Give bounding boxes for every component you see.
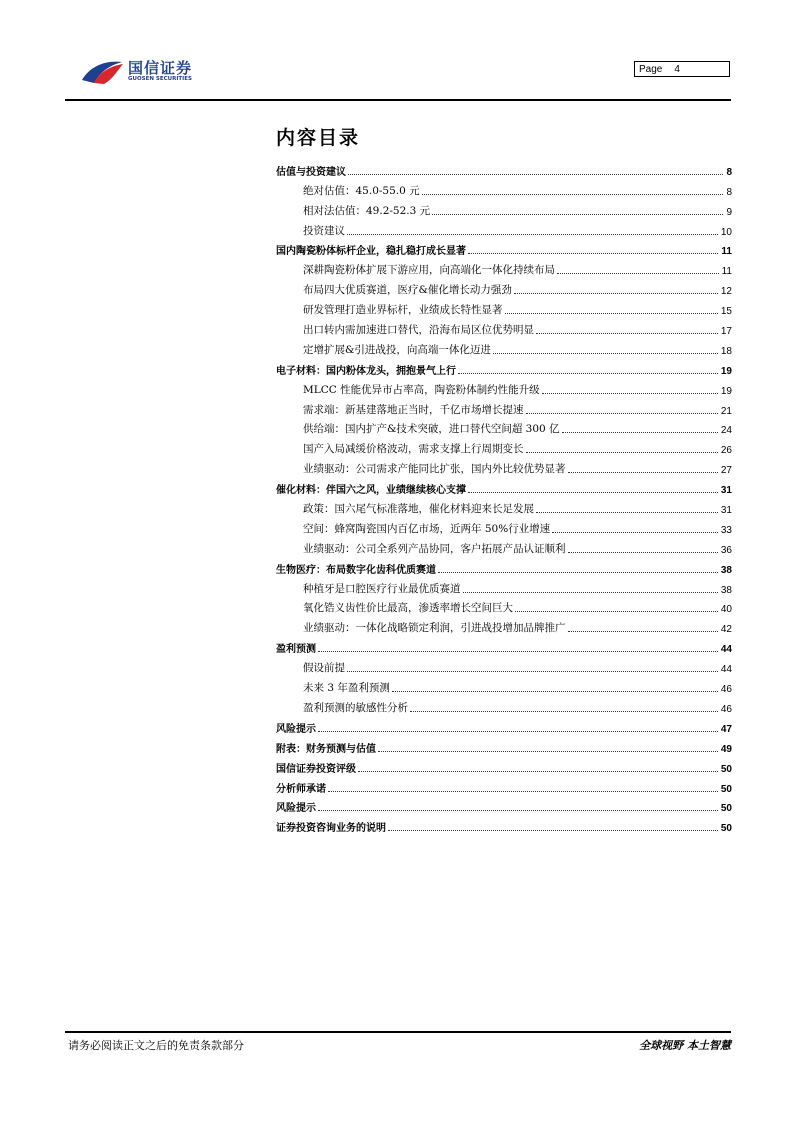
page-number: 4 [674,64,680,75]
toc-entry-text: 政策：国六尾气标准落地，催化材料迎来长足发展 [303,503,534,516]
toc-entry-subsection[interactable] [276,436,732,456]
logo-english-name: GUOSEN SECURITIES [128,76,192,82]
toc-leader-dots [526,452,718,453]
toc-entry-page: 15 [720,306,732,318]
page-indicator [634,61,730,77]
toc-entry-text: 催化材料：伴国六之风，业绩继续核心支撑 [276,485,466,497]
toc-entry-text: 深耕陶瓷粉体扩展下游应用，向高端化一体化持续布局 [303,264,555,277]
toc-leader-dots [526,413,718,414]
footer-disclaimer: 请务必阅读正文之后的免责条款部分 [68,1039,244,1052]
toc-entry-section[interactable] [276,735,732,755]
toc-entry-page: 33 [720,524,732,536]
toc-entry-subsection[interactable] [276,496,732,516]
toc-leader-dots [410,711,718,712]
guosen-logo [80,56,210,86]
toc-entry-section[interactable] [276,795,732,815]
toc-entry-page: 24 [720,425,732,437]
toc-leader-dots [493,353,718,354]
toc-leader-dots [536,333,718,334]
toc-entry-page: 38 [720,584,732,596]
toc-entry-section[interactable] [276,814,732,834]
toc-entry-page: 11 [721,246,732,258]
toc-entry-page: 11 [721,266,732,278]
toc-entry-text: 空间：蜂窝陶瓷国内百亿市场，近两年 50%行业增速 [303,522,551,535]
toc-leader-dots [542,393,718,394]
toc-entry-page: 50 [720,803,732,815]
logo-chinese-name: 国信证券 [128,59,193,77]
toc-leader-dots [568,631,718,632]
toc-entry-text: 供给端：国内扩产&技术突破，进口替代空间超 300 亿 [303,423,560,436]
toc-entry-page: 46 [720,684,732,696]
toc-entry-text: 电子材料：国内粉体龙头，拥抱景气上行 [276,365,456,377]
toc-entry-subsection[interactable] [276,456,732,476]
toc-entry-page: 27 [720,465,732,477]
toc-leader-dots [562,432,718,433]
toc-entry-section[interactable] [276,556,732,576]
toc-entry-text: 研发管理打造业界标杆，业绩成长特性显著 [303,304,503,317]
toc-entry-subsection[interactable] [276,576,732,596]
toc-entry-text: 国信证券投资评级 [276,763,356,775]
toc-leader-dots [388,830,718,831]
toc-entry-section[interactable] [276,476,732,496]
toc-entry-section[interactable] [276,357,732,377]
toc-leader-dots [463,592,718,593]
toc-entry-subsection[interactable] [276,178,732,198]
toc-leader-dots [347,671,718,672]
toc-entry-page: 50 [720,823,732,835]
toc-leader-dots [318,810,718,811]
toc-entry-text: 绝对估值：45.0-55.0 元 [303,184,420,197]
toc-entry-section[interactable] [276,755,732,775]
toc-entry-text: 风险提示 [276,723,316,735]
toc-entry-page: 38 [720,564,732,576]
toc-leader-dots [347,234,718,235]
toc-entry-section[interactable] [276,238,732,258]
toc-leader-dots [468,253,718,254]
toc-entry-subsection[interactable] [276,695,732,715]
toc-entry-text: 布局四大优质赛道，医疗&催化增长动力强劲 [303,284,512,297]
toc-entry-page: 12 [720,286,732,298]
toc-entry-text: 种植牙是口腔医疗行业最优质赛道 [303,582,461,595]
toc-entry-page: 42 [720,624,732,636]
toc-leader-dots [552,532,718,533]
footer-rule [65,1031,731,1033]
toc-entry-subsection[interactable] [276,516,732,536]
toc-entry-subsection[interactable] [276,655,732,675]
toc-entry-page: 47 [720,723,732,735]
toc-leader-dots [438,572,718,573]
toc-leader-dots [422,194,724,195]
page-label: Page [639,64,663,75]
toc-leader-dots [392,691,718,692]
toc-entry-text: 定增扩展&引进战投，向高端一体化迈进 [303,343,491,356]
toc-entry-section[interactable] [276,635,732,655]
toc-entry-text: 分析师承诺 [276,783,326,795]
toc-entry-subsection[interactable] [276,377,732,397]
toc-entry-page: 26 [720,445,732,457]
toc-entry-page: 49 [720,743,732,755]
toc-entry-page: 10 [720,226,732,238]
toc-entry-text: 假设前提 [303,662,345,675]
toc-leader-dots [568,552,718,553]
toc-entry-subsection[interactable] [276,257,732,277]
toc-entry-page: 46 [720,703,732,715]
toc-entry-page: 50 [720,763,732,775]
toc-entry-text: 盈利预测的敏感性分析 [303,701,408,714]
toc-title: 内容目录 [276,127,361,149]
toc-entry-text: 国产入局减缓价格波动，需求支撑上行周期变长 [303,443,524,456]
toc-entry-text: 投资建议 [303,224,345,237]
toc-entry-subsection[interactable] [276,536,732,556]
toc-leader-dots [328,791,718,792]
toc-entry-subsection[interactable] [276,277,732,297]
toc-entry-section[interactable] [276,715,732,735]
toc-entry-text: 证券投资咨询业务的说明 [276,823,386,835]
toc-entry-text: 风险提示 [276,803,316,815]
toc-entry-text: 国内陶瓷粉体标杆企业，稳扎稳打成长显著 [276,246,466,258]
toc-entry-page: 8 [726,166,732,178]
toc-entry-subsection[interactable] [276,417,732,437]
toc-entry-section[interactable] [276,158,732,178]
toc-leader-dots [358,771,718,772]
toc-entry-page: 50 [720,783,732,795]
toc-leader-dots [536,512,718,513]
toc-entry-section[interactable] [276,775,732,795]
toc-entry-text: 业绩驱动：公司需求产能同比扩张，国内外比较优势显著 [303,463,566,476]
toc-entry-subsection[interactable] [276,198,732,218]
header-rule [65,99,731,101]
toc-entry-text: 估值与投资建议 [276,166,346,178]
toc-leader-dots [458,373,718,374]
toc-entry-subsection[interactable] [276,297,732,317]
toc-entry-text: 相对法估值：49.2-52.3 元 [303,204,431,217]
toc-leader-dots [432,214,723,215]
toc-entry-text: 氧化锆义齿性价比最高，渗透率增长空间巨大 [303,602,513,615]
guosen-logo-mark [80,56,124,86]
toc-entry-page: 9 [726,206,732,218]
toc-leader-dots [505,313,718,314]
toc-entry-subsection[interactable] [276,317,732,337]
toc-entry-subsection[interactable] [276,218,732,238]
toc-leader-dots [318,651,718,652]
toc-leader-dots [568,472,718,473]
toc-entry-text: 出口转内需加速进口替代，沿海布局区位优势明显 [303,324,534,337]
toc-entry-page: 19 [720,365,732,377]
toc-entry-page: 36 [720,544,732,556]
toc-entry-text: 盈利预测 [276,644,316,656]
toc-entry-page: 44 [720,664,732,676]
toc-entry-text: 需求端：新基建落地正当时，千亿市场增长提速 [303,403,524,416]
toc-leader-dots [378,751,718,752]
toc-entry-text: 业绩驱动：一体化战略锁定利润，引进战投增加品牌推广 [303,622,566,635]
toc-entry-subsection[interactable] [276,615,732,635]
toc-entry-subsection[interactable] [276,397,732,417]
toc-entry-text: 生物医疗：布局数字化齿科优质赛道 [276,564,436,576]
toc-entry-page: 31 [720,505,732,517]
toc-leader-dots [514,293,718,294]
toc-leader-dots [348,174,723,175]
toc-entry-subsection[interactable] [276,675,732,695]
toc-entry-page: 40 [720,604,732,616]
footer-slogan: 全球视野 本土智慧 [639,1039,731,1052]
toc-entry-page: 8 [726,186,732,198]
toc-leader-dots [515,611,718,612]
toc-leader-dots [557,273,719,274]
toc-entry-text: 未来 3 年盈利预测 [303,682,390,695]
toc-leader-dots [318,731,718,732]
toc-entry-page: 31 [720,485,732,497]
toc-entry-page: 19 [720,385,732,397]
toc-entry-page: 18 [720,345,732,357]
toc-entry-text: 业绩驱动：公司全系列产品协同，客户拓展产品认证顺利 [303,542,566,555]
toc-leader-dots [468,492,718,493]
toc-entry-subsection[interactable] [276,337,732,357]
toc-entry-page: 17 [720,326,732,338]
toc-entry-subsection[interactable] [276,596,732,616]
table-of-contents [276,158,732,834]
toc-entry-page: 44 [720,644,732,656]
toc-entry-text: MLCC 性能优异市占率高，陶瓷粉体制约性能升级 [303,383,540,396]
toc-entry-text: 附表：财务预测与估值 [276,743,376,755]
toc-entry-page: 21 [720,405,732,417]
